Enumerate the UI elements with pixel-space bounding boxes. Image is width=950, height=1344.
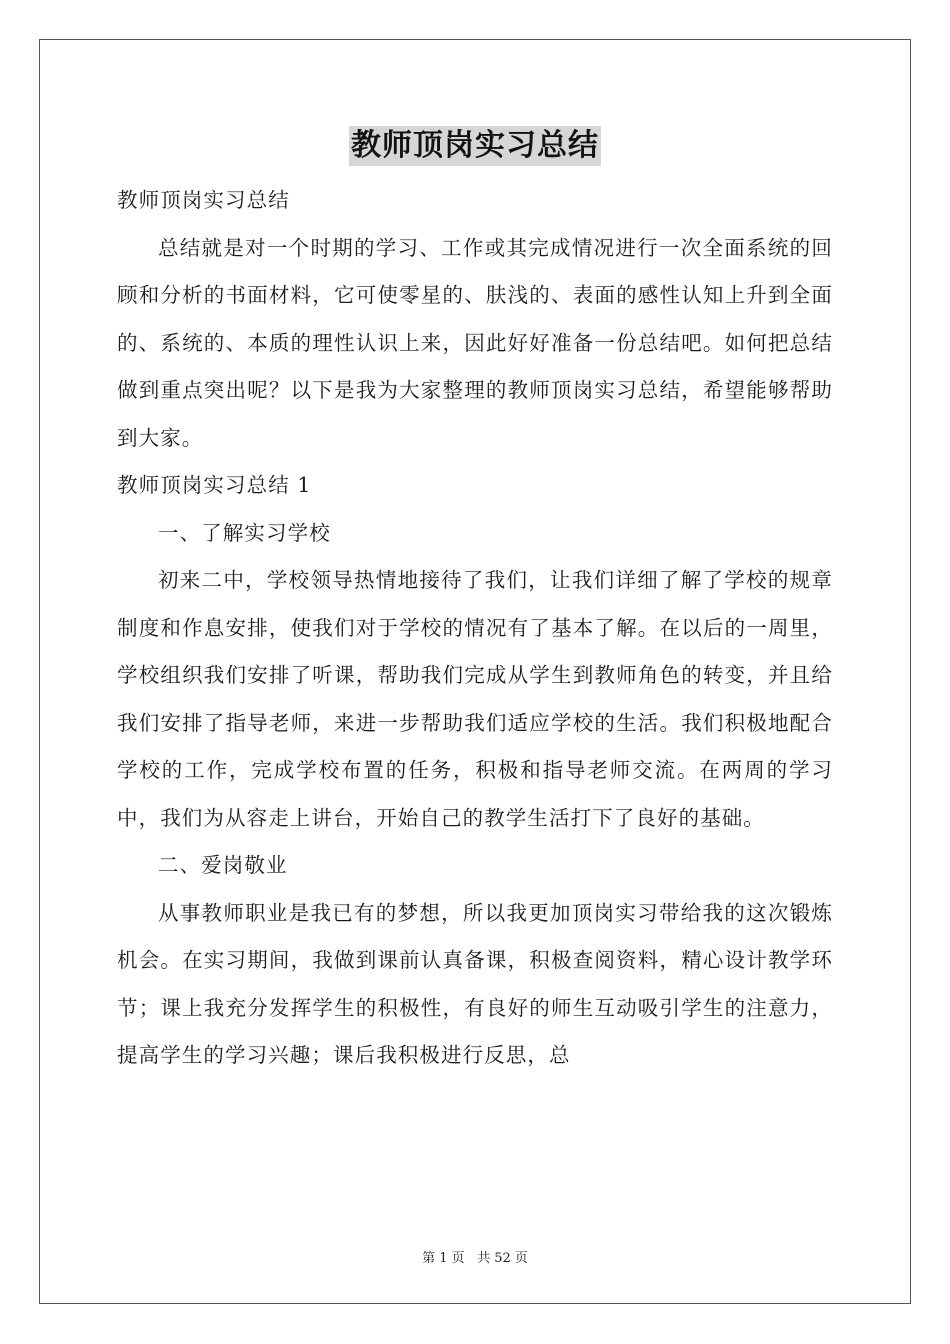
document-body	[117, 177, 833, 1080]
paragraph: 总结就是对一个时期的学习、工作或其完成情况进行一次全面系统的回顾和分析的书面材料，它可使零星的、肤浅的、表面的感性认知上升到全面的、系统的、本质的理性认识上来，因此好好准备一份总结吧。如何把总结做到重点突出呢？以下是我为大家整理的教师顶岗实习总结，希望能够帮助到大家。	[117, 235, 833, 450]
page-number: 第 1 页	[422, 1251, 465, 1266]
title-container	[0, 126, 950, 166]
subsection-heading: 一、了解实习学校	[158, 520, 331, 545]
page-footer	[0, 1247, 950, 1266]
section-heading: 教师顶岗实习总结 1	[117, 473, 312, 497]
page-total: 共 52 页	[477, 1251, 528, 1266]
paragraph: 教师顶岗实习总结	[117, 188, 290, 212]
paragraph: 从事教师职业是我已有的梦想，所以我更加顶岗实习带给我的这次锻炼机会。在实习期间，我做到课前认真备课，积极查阅资料，精心设计教学环节；课上我充分发挥学生的积极性，有良好的师生互动吸引学生的注意力，提高学生的学习兴趣；课后我积极进行反思，总	[117, 900, 833, 1067]
document-title: 教师顶岗实习总结	[349, 126, 601, 166]
subsection-heading: 二、爱岗敬业	[158, 853, 288, 877]
paragraph: 初来二中，学校领导热情地接待了我们，让我们详细了解了学校的规章制度和作息安排，使我们对于学校的情况有了基本了解。在以后的一周里，学校组织我们安排了听课，帮助我们完成从学生到教师角色的转变，并且给我们安排了指导老师，来进一步帮助我们适应学校的生活。我们积极地配合学校的工作，完成学校布置的任务，积极和指导老师交流。在两周的学习中，我们为从容走上讲台，开始自己的教学生活打下了良好的基础。	[117, 568, 833, 830]
